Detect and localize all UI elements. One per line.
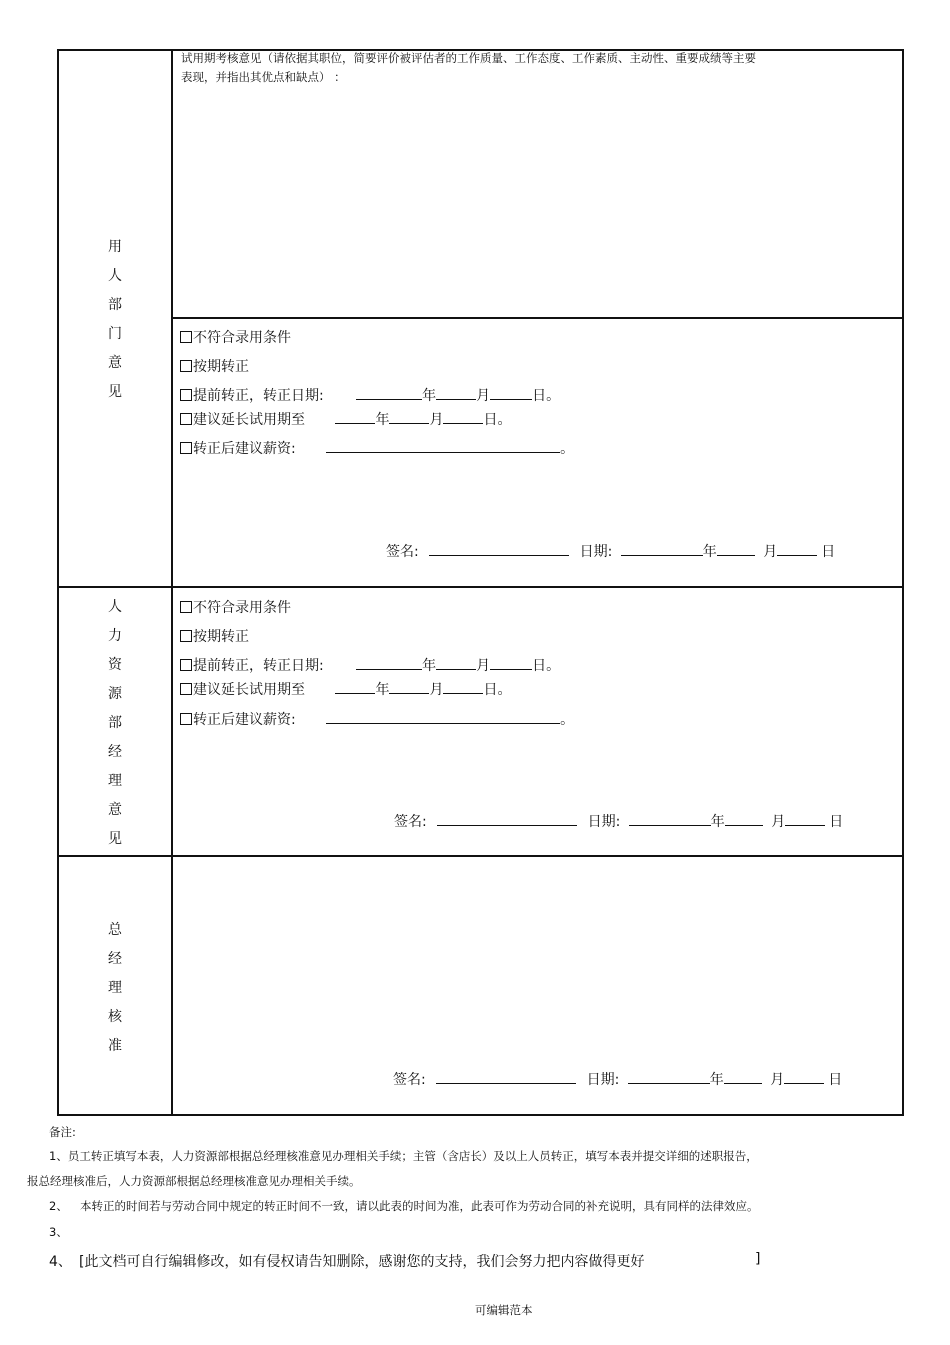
signature-field[interactable] (436, 1069, 576, 1084)
page-footer: 可编辑范本 (475, 1303, 533, 1317)
table-right-border (902, 49, 904, 1116)
checkbox-icon[interactable] (180, 659, 192, 671)
date-year-field[interactable] (621, 541, 703, 556)
date-month-blank[interactable] (724, 1069, 762, 1084)
early-day-field[interactable] (490, 655, 532, 670)
month-text: 月 (429, 412, 444, 428)
s2-option-reject[interactable] (180, 597, 291, 617)
note-4-end-bracket: ] (755, 1251, 761, 1267)
checkbox-icon[interactable] (180, 413, 192, 425)
table-left-border (57, 49, 59, 1116)
s2-option-extend-label: 建议延长试用期至 (193, 682, 305, 698)
s2-option-reject-label: 不符合录用条件 (193, 600, 291, 616)
early-year-field[interactable] (356, 655, 422, 670)
month-text: 月 (771, 814, 786, 830)
salary-field[interactable] (326, 438, 560, 453)
signature-label: 签名: (394, 814, 427, 830)
checkbox-icon[interactable] (180, 442, 192, 454)
hr-opinion-label: 人力资源部经理意见 (108, 599, 122, 847)
s1-option-early[interactable] (180, 385, 560, 405)
review-prompt-line2: 表现，并指出其优点和缺点） ： (181, 70, 346, 84)
early-year-field[interactable] (356, 385, 422, 400)
s2-option-on-time[interactable] (180, 626, 249, 646)
table-column-divider (171, 49, 173, 1116)
table-row-divider-1 (172, 317, 904, 319)
checkbox-icon[interactable] (180, 389, 192, 401)
extend-year-field[interactable] (335, 409, 375, 424)
period-text: 。 (560, 441, 575, 457)
day-text: 日。 (532, 388, 561, 404)
checkbox-icon[interactable] (180, 713, 192, 725)
year-text: 年 (375, 682, 390, 698)
salary-field[interactable] (326, 709, 560, 724)
gm-comment-area[interactable] (176, 860, 898, 1060)
s1-option-extend-label: 建议延长试用期至 (193, 412, 305, 428)
s1-signature-row (386, 541, 835, 561)
date-day-field[interactable] (785, 811, 825, 826)
early-month-field[interactable] (436, 385, 476, 400)
extend-day-field[interactable] (443, 409, 483, 424)
date-year-field[interactable] (628, 1069, 710, 1084)
early-day-field[interactable] (490, 385, 532, 400)
signature-label: 签名: (393, 1072, 426, 1088)
s2-option-salary-label: 转正后建议薪资: (193, 712, 296, 728)
period-text: 。 (560, 712, 575, 728)
year-text: 年 (709, 1072, 724, 1088)
review-comment-area[interactable] (176, 90, 898, 312)
checkbox-icon[interactable] (180, 683, 192, 695)
year-text: 年 (702, 544, 717, 560)
signature-label: 签名: (386, 544, 419, 560)
day-text: 日 (829, 814, 844, 830)
note-2-text: 本转正的时间若与劳动合同中规定的转正时间不一致，请以此表的时间为准，此表可作为劳动合同的补充说明，具有同样的法律效应。 (80, 1199, 759, 1213)
checkbox-icon[interactable] (180, 360, 192, 372)
month-text: 月 (476, 388, 491, 404)
date-day-field[interactable] (777, 541, 817, 556)
s2-option-early-label: 提前转正，转正日期: (193, 658, 324, 674)
dept-opinion-label: 用人部门意见 (108, 239, 122, 400)
s1-option-early-label: 提前转正，转正日期: (193, 388, 324, 404)
note-4-text: [此文档可自行编辑修改，如有侵权请告知删除，感谢您的支持，我们会努力把内容做得更好 (79, 1254, 645, 1270)
table-bottom-border (57, 1114, 904, 1116)
s2-signature-row (394, 811, 843, 831)
day-text: 日。 (483, 412, 512, 428)
day-text: 日。 (483, 682, 512, 698)
day-text: 日 (821, 544, 836, 560)
table-row-divider-3 (57, 855, 904, 857)
s2-option-extend[interactable] (180, 679, 511, 699)
gm-approval-label: 总经理核准 (108, 922, 122, 1054)
date-month-blank[interactable] (717, 541, 755, 556)
day-text: 日。 (532, 658, 561, 674)
extend-day-field[interactable] (443, 679, 483, 694)
s1-option-salary[interactable] (180, 438, 574, 458)
s1-option-on-time-label: 按期转正 (193, 359, 249, 375)
month-text: 月 (770, 1072, 785, 1088)
checkbox-icon[interactable] (180, 630, 192, 642)
table-row-divider-2 (57, 586, 904, 588)
s2-option-salary[interactable] (180, 709, 574, 729)
s1-option-salary-label: 转正后建议薪资: (193, 441, 296, 457)
s1-option-reject[interactable] (180, 327, 291, 347)
signature-field[interactable] (429, 541, 569, 556)
note-4-number: 4、 (49, 1254, 72, 1270)
year-text: 年 (422, 388, 437, 404)
extend-year-field[interactable] (335, 679, 375, 694)
date-label: 日期: (586, 1072, 620, 1088)
date-day-field[interactable] (784, 1069, 824, 1084)
extend-month-field[interactable] (389, 409, 429, 424)
s2-option-on-time-label: 按期转正 (193, 629, 249, 645)
year-text: 年 (422, 658, 437, 674)
day-text: 日 (828, 1072, 843, 1088)
note-1-line-2: 报总经理核准后，人力资源部根据总经理核准意见办理相关手续。 (27, 1174, 361, 1188)
month-text: 月 (429, 682, 444, 698)
s2-option-early[interactable] (180, 655, 560, 675)
signature-field[interactable] (437, 811, 577, 826)
month-text: 月 (763, 544, 778, 560)
extend-month-field[interactable] (389, 679, 429, 694)
note-2-number: 2、 (49, 1199, 68, 1213)
month-text: 月 (476, 658, 491, 674)
notes-title: 备注: (49, 1125, 76, 1139)
review-prompt-line1: 试用期考核意见（请依据其职位，简要评价被评估者的工作质量、工作态度、工作素质、主动性、重要成绩等主要 (181, 51, 756, 65)
year-text: 年 (710, 814, 725, 830)
s1-option-reject-label: 不符合录用条件 (193, 330, 291, 346)
checkbox-icon[interactable] (180, 331, 192, 343)
s3-signature-row (393, 1069, 842, 1089)
date-year-field[interactable] (629, 811, 711, 826)
date-label: 日期: (579, 544, 613, 560)
note-1-line-1: 1、员工转正填写本表，人力资源部根据总经理核准意见办理相关手续；主管（含店长）及以上人员转正，填写本表并提交详细的述职报告， (49, 1149, 758, 1163)
date-label: 日期: (587, 814, 621, 830)
date-month-blank[interactable] (725, 811, 763, 826)
s1-option-on-time[interactable] (180, 356, 249, 376)
s1-option-extend[interactable] (180, 409, 511, 429)
early-month-field[interactable] (436, 655, 476, 670)
year-text: 年 (375, 412, 390, 428)
note-3-number: 3、 (49, 1225, 68, 1239)
checkbox-icon[interactable] (180, 601, 192, 613)
